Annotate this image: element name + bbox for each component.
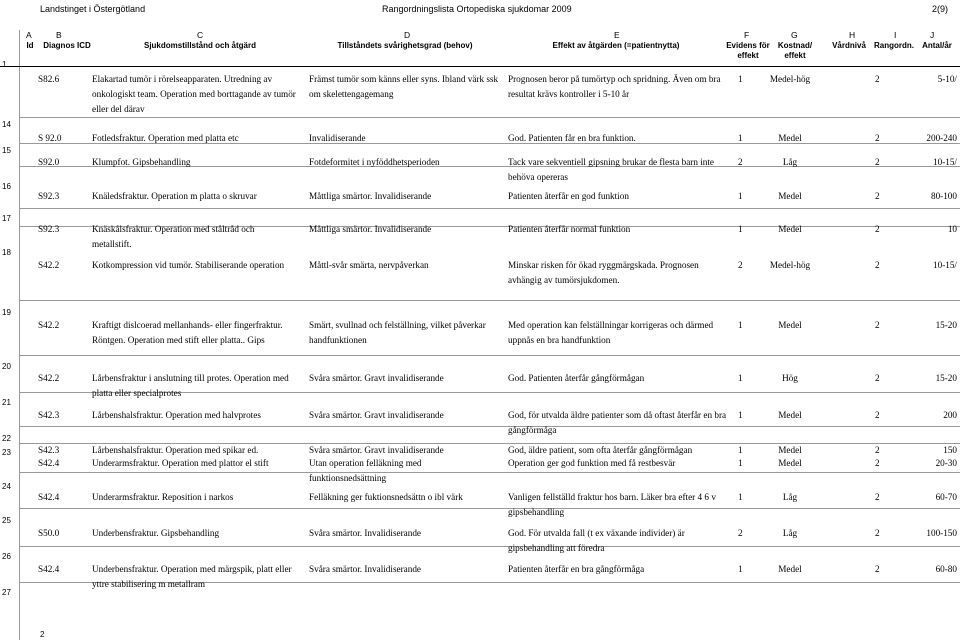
- cell-antal: 200: [943, 410, 957, 420]
- cell-effekt: God, för utvalda äldre patienter som då oftast återfår en bra gångförmåga: [508, 410, 727, 435]
- cell-diagnos: S42.3: [38, 445, 60, 455]
- cell-diagnos: S42.3: [38, 410, 60, 420]
- col-letter: C: [197, 30, 204, 40]
- cell-evidens: 1: [738, 373, 743, 383]
- row-number: 16: [2, 182, 11, 191]
- page-header: [0, 0, 960, 20]
- cell-rang: 2: [875, 74, 880, 84]
- cell-svar: Svåra smärtor. Invalidiserande: [309, 564, 421, 574]
- row-divider: [20, 472, 960, 473]
- col-header-kostnad: Kostnad/ effekt: [777, 41, 813, 60]
- col-letter: G: [791, 30, 798, 40]
- row-number: 22: [2, 434, 11, 443]
- cell-diagnos: S42.2: [38, 260, 60, 270]
- cell-effekt: Tack vare sekventiell gipsning brukar de flesta barn inte behöva opereras: [508, 157, 715, 182]
- col-letter: I: [894, 30, 897, 40]
- col-letter: F: [744, 30, 750, 40]
- cell-antal: 15-20: [935, 373, 957, 383]
- row-divider: [20, 300, 960, 301]
- cell-diagnos: S42.4: [38, 492, 60, 502]
- cell-sjukdom: Underarmsfraktur. Operation med plattor el stift: [92, 458, 269, 468]
- cell-sjukdom: Lårbenshalsfraktur. Operation med spikar ed.: [92, 445, 259, 455]
- cell-effekt: God. För utvalda fall (t ex växande individer) är gipsbehandling att föredra: [508, 528, 685, 553]
- cell-rang: 2: [875, 260, 880, 270]
- col-header-vardniva: Vårdnivå: [832, 41, 866, 50]
- row-number: 21: [2, 398, 11, 407]
- cell-antal: 60-80: [935, 564, 957, 574]
- cell-svar: Svåra smärtor. Gravt invalidiserande: [309, 373, 444, 383]
- row-divider: [20, 355, 960, 356]
- cell-svar: Måttliga smärtor. Invalidiserande: [309, 191, 432, 201]
- row-number: 24: [2, 482, 11, 491]
- cell-antal: 10-15/: [933, 157, 957, 167]
- cell-kostnad: Medel-hög: [769, 74, 811, 84]
- cell-diagnos: S82.6: [38, 74, 60, 84]
- cell-rang: 2: [875, 492, 880, 502]
- cell-antal: 10: [947, 224, 957, 234]
- cell-rang: 2: [875, 528, 880, 538]
- cell-diagnos: S 92.0: [38, 133, 62, 143]
- cell-sjukdom: Underarmsfraktur. Reposition i narkos: [92, 492, 234, 502]
- col-header-antal: Antal/år: [922, 41, 952, 50]
- cell-sjukdom: Lårbenshalsfraktur. Operation med halvprotes: [92, 410, 261, 420]
- cell-effekt: God. Patienten får en bra funktion.: [508, 133, 636, 143]
- cell-sjukdom: Kraftigt dislcoerad mellanhands- eller fingerfraktur. Röntgen. Operation med stift eller platta.. Gips: [92, 320, 283, 345]
- row-divider: [20, 508, 960, 509]
- col-header-sjukdom: Sjukdomstillstånd och åtgärd: [143, 41, 256, 50]
- cell-svar: Utan operation felläkning med funktionsnedsättning: [309, 458, 422, 483]
- cell-kostnad: Medel: [778, 564, 802, 574]
- cell-rang: 2: [875, 191, 880, 201]
- cell-evidens: 2: [738, 260, 743, 270]
- cell-evidens: 1: [738, 74, 743, 84]
- cell-effekt: Minskar risken för ökad ryggmärgskada. Prognosen avhängig av tumörsjukdomen.: [508, 260, 699, 285]
- cell-evidens: 1: [738, 224, 743, 234]
- cell-evidens: 1: [738, 492, 743, 502]
- cell-svar: Invalidiserande: [309, 133, 366, 143]
- col-letter: E: [614, 30, 620, 40]
- cell-evidens: 1: [738, 320, 743, 330]
- row-number: 14: [2, 120, 11, 129]
- cell-sjukdom: Lårbensfraktur i anslutning till protes. Operation med platta eller specialprotes: [92, 373, 289, 398]
- cell-evidens: 1: [738, 133, 743, 143]
- row-divider: [20, 208, 960, 209]
- cell-svar: Fotdeformitet i nyföddhetsperioden: [309, 157, 440, 167]
- cell-sjukdom: Underbensfraktur. Gipsbehandling: [92, 528, 220, 538]
- cell-effekt: Prognosen beror på tumörtyp och spridning. Även om bra resultat krävs kontroller i 5-10 år: [508, 74, 721, 99]
- cell-diagnos: S50.0: [38, 528, 60, 538]
- cell-rang: 2: [875, 458, 880, 468]
- row-number: 19: [2, 308, 11, 317]
- cell-antal: 80-100: [930, 191, 957, 201]
- cell-rang: 2: [875, 320, 880, 330]
- cell-diagnos: S92.0: [38, 157, 60, 167]
- cell-kostnad: Medel: [778, 458, 802, 468]
- cell-kostnad: Medel: [778, 224, 802, 234]
- cell-diagnos: S92.3: [38, 191, 60, 201]
- row-number-divider: [19, 30, 20, 640]
- cell-antal: 10-15/: [933, 260, 957, 270]
- cell-rang: 2: [875, 564, 880, 574]
- cell-rang: 2: [875, 445, 880, 455]
- cell-effekt: Med operation kan felställningar korrigeras och därmed uppnås en bra handfunktion: [508, 320, 714, 345]
- col-header-svar: Tillståndets svårighetsgrad (behov): [337, 41, 473, 50]
- cell-effekt: Vanligen fellställd fraktur hos barn. Läker bra efter 4 6 v gipsbehandling: [508, 492, 716, 517]
- col-letter: J: [930, 30, 935, 40]
- column-letters: [0, 30, 960, 40]
- cell-rang: 2: [875, 224, 880, 234]
- row-number: 26: [2, 552, 11, 561]
- cell-svar: Smärt, svullnad och felställning, vilket påverkar handfunktionen: [309, 320, 486, 345]
- row-number: 23: [2, 448, 11, 457]
- cell-kostnad: Medel: [778, 410, 802, 420]
- col-letter: A: [26, 30, 32, 40]
- cell-kostnad: Medel-hög: [769, 260, 811, 270]
- cell-svar: Svåra smärtor. Gravt invalidiserande: [309, 410, 444, 420]
- cell-evidens: 1: [738, 410, 743, 420]
- cell-effekt: God, äldre patient, som ofta återfår gångförmågan: [508, 445, 693, 455]
- row-number: 25: [2, 516, 11, 525]
- cell-evidens: 1: [738, 564, 743, 574]
- cell-evidens: 1: [738, 458, 743, 468]
- cell-svar: Måttl-svår smärta, nervpåverkan: [309, 260, 429, 270]
- cell-svar: Måttliga smärtor. Invalidiserande: [309, 224, 432, 234]
- row-number: 18: [2, 248, 11, 257]
- col-header-rangordn: Rangordn.: [874, 41, 914, 50]
- row-divider: [20, 426, 960, 427]
- cell-effekt: God. Patienten återfår gångförmågan: [508, 373, 645, 383]
- cell-antal: 200-240: [926, 133, 957, 143]
- cell-effekt: Patienten återfår en god funktion: [508, 191, 629, 201]
- cell-diagnos: S92.3: [38, 224, 60, 234]
- header-page: 2(9): [932, 4, 949, 14]
- cell-svar: Främst tumör som känns eller syns. Ibland värk ssk om skelettengagemang: [309, 74, 499, 99]
- cell-kostnad: Låg: [782, 492, 798, 502]
- cell-diagnos: S42.4: [38, 564, 60, 574]
- cell-kostnad: Medel: [778, 133, 802, 143]
- cell-svar: Felläkning ger fuktionsnedsättn o ibl värk: [309, 492, 463, 502]
- cell-rang: 2: [875, 133, 880, 143]
- row-number: 15: [2, 146, 11, 155]
- row-divider: [20, 546, 960, 547]
- cell-sjukdom: Knäledsfraktur. Operation m platta o skruvar: [92, 191, 257, 201]
- cell-evidens: 2: [738, 157, 743, 167]
- cell-sjukdom: Knäskålsfraktur. Operation med ståltråd och metallstift.: [92, 224, 255, 249]
- cell-sjukdom: Klumpfot. Gipsbehandling: [92, 157, 191, 167]
- col-header-evidens: Evidens för effekt: [726, 41, 770, 60]
- cell-kostnad: Medel: [778, 445, 802, 455]
- col-header-id: Id: [26, 41, 34, 50]
- cell-effekt: Operation ger god funktion med få restbesvär: [508, 458, 676, 468]
- cell-kostnad: Låg: [782, 157, 798, 167]
- cell-rang: 2: [875, 410, 880, 420]
- row-number: 27: [2, 588, 11, 597]
- cell-antal: 100-150: [926, 528, 957, 538]
- cell-effekt: Patienten återfår en bra gångförmåga: [508, 564, 645, 574]
- header-left: Landstinget i Östergötland: [40, 4, 146, 14]
- cell-rang: 2: [875, 373, 880, 383]
- cell-kostnad: Låg: [782, 528, 798, 538]
- cell-svar: Svåra smärtor. Gravt invalidiserande: [309, 445, 444, 455]
- col-header-effekt: Effekt av åtgärden (=patientnytta): [552, 41, 680, 50]
- cell-sjukdom: Elakartad tumör i rörelseapparaten. Utredning av onkologiskt team. Operation med borttagande av tumör eller del därav: [92, 74, 296, 114]
- col-header-diagnos: Diagnos ICD: [43, 41, 91, 50]
- row-divider: [20, 117, 960, 118]
- cell-kostnad: Medel: [778, 320, 802, 330]
- cell-kostnad: Medel: [778, 191, 802, 201]
- cell-evidens: 1: [738, 191, 743, 201]
- cell-rang: 2: [875, 157, 880, 167]
- col-letter: D: [404, 30, 411, 40]
- cell-sjukdom: Kotkompression vid tumör. Stabiliserande operation: [92, 260, 285, 270]
- cell-kostnad: Hög: [782, 373, 798, 383]
- row-number: 1: [2, 60, 7, 69]
- cell-antal: 150: [943, 445, 957, 455]
- cell-antal: 5-10/: [937, 74, 957, 84]
- col-letter: H: [849, 30, 856, 40]
- cell-diagnos: S42.4: [38, 458, 60, 468]
- row-number: 17: [2, 214, 11, 223]
- cell-antal: 15-20: [935, 320, 957, 330]
- cell-antal: 60-70: [935, 492, 957, 502]
- cell-sjukdom: Underbensfraktur. Operation med märgspik, platt eller yttre stabilisering m metallram: [92, 564, 292, 589]
- column-headers: [0, 40, 960, 67]
- cell-diagnos: S42.2: [38, 373, 60, 383]
- cell-sjukdom: Fotledsfraktur. Operation med platta etc: [92, 133, 239, 143]
- cell-antal: 20-30: [935, 458, 957, 468]
- cell-svar: Svåra smärtor. Invalidiserande: [309, 528, 421, 538]
- col-letter: B: [56, 30, 62, 40]
- cell-evidens: 2: [738, 528, 743, 538]
- cell-effekt: Patienten återfår normal funktion: [508, 224, 631, 234]
- header-center: Rangordningslista Ortopediska sjukdomar 2009: [382, 4, 572, 14]
- cell-diagnos: S42.2: [38, 320, 60, 330]
- page-footer: 2: [40, 630, 45, 639]
- cell-evidens: 1: [738, 445, 743, 455]
- row-number: 20: [2, 362, 11, 371]
